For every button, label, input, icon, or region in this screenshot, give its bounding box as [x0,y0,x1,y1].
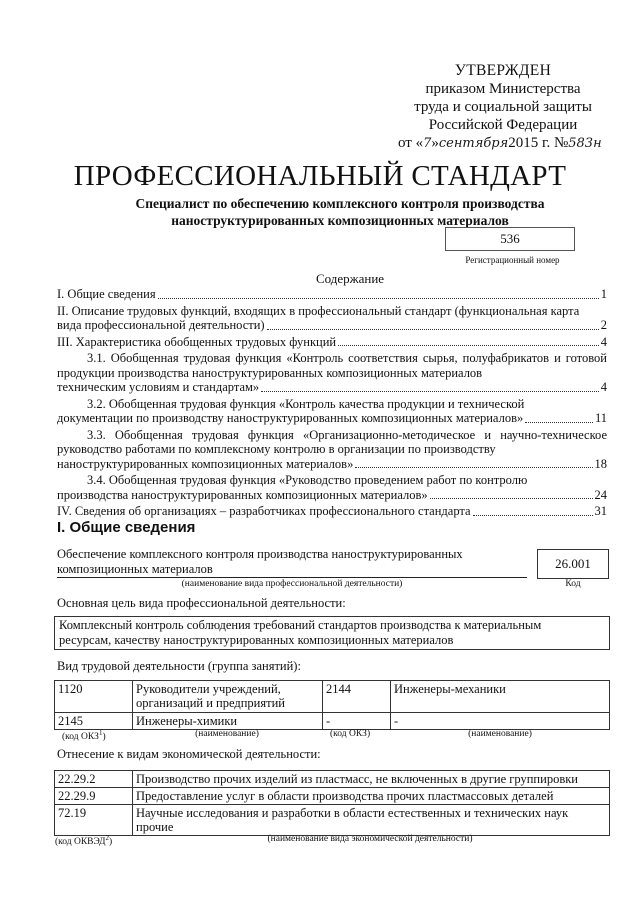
table-row [55,713,610,730]
registration-number-box: 536 [445,227,575,251]
approval-block [398,62,608,153]
okz-code-caption: (код ОКЗ$^1$) [62,729,106,743]
activity-name-caption: (наименование вида профессиональной деятельности) [181,579,403,589]
toc-title: Содержание [315,271,385,286]
code-caption: Код [565,579,581,589]
okz-code: 2145 [55,713,133,730]
toc-item[interactable]: 3.1. Обобщенная трудовая функция «Контроль соответствия сырья, полуфабрикатов и готовой продукции производства наноструктурированных композиционных материалов техническим условиям и стандартам» 4 [57,351,607,394]
document-subtitle: Специалист по обеспечению комплексного контроля производства наноструктурированных композиционных материалов [135,196,545,228]
okz-name: Инженеры-химики [133,713,323,730]
toc-item[interactable]: I. Общие сведения 1 [57,287,607,301]
okved-name-caption: (наименование вида экономической деятельности) [267,834,473,844]
okz-code: 2144 [323,681,391,713]
okz-name-caption: (наименование) [468,729,532,739]
table-row [55,681,610,713]
okved-name: Научные исследования и разработки в области естественных и технических наук прочие [133,805,610,836]
table-row [55,788,610,805]
goal-label: Основная цель вида профессиональной деятельности: [57,596,346,610]
approval-line: Российской Федерации [428,117,578,133]
okved-code-caption: (код ОКВЭД$^2$) [55,834,113,848]
okz-code: - [323,713,391,730]
okved-code: 22.29.2 [55,771,133,788]
toc-item[interactable]: II. Описание трудовых функций, входящих в профессиональный стандарт (функциональная карта вида профессиональной деятельности) 2 [57,303,607,332]
toc-item[interactable]: 3.4. Обобщенная трудовая функция «Руководство проведением работ по контролю производства наноструктурированных композиционных материалов» 24 [57,473,607,502]
okz-table [54,680,610,730]
okz-name: - [391,713,610,730]
handwritten-number: 583н [568,136,602,151]
okved-label: Отнесение к видам экономической деятельности: [57,747,321,761]
okved-code: 72.19 [55,805,133,836]
okved-name: Предоставление услуг в области производства прочих пластмассовых деталей [133,788,610,805]
okved-table [54,770,610,836]
toc-item[interactable]: IV. Сведения об организациях – разработчиках профессионального стандарта 31 [57,504,607,518]
handwritten-month: сентября [438,136,509,151]
okved-code: 22.29.9 [55,788,133,805]
okz-name-caption: (наименование) [195,729,259,739]
activity-code-box: 26.001 [537,549,609,579]
table-row [55,805,610,836]
toc-item[interactable]: 3.3. Обобщенная трудовая функция «Организационно-методическое и научно-техническое руководство работами по комплексному контролю в организации по производству наноструктурированных композиционных материалов» 18 [57,427,607,471]
table-row [55,771,610,788]
approval-line: труда и социальной защиты [414,99,592,115]
approval-heading: УТВЕРЖДЕН [454,62,552,79]
handwritten-day: 7 [423,136,432,151]
approval-line: приказом Министерства [425,81,581,97]
goal-box: Комплексный контроль соблюдения требований стандартов производства к материальным ресурсам, качеству наноструктурированных композиционных материалов [54,616,610,650]
approval-date: от «7»сентября2015 г. №583н [398,135,602,151]
okz-code: 1120 [55,681,133,713]
okz-code-caption: (код ОКЗ) [330,729,371,739]
okz-name: Инженеры-механики [391,681,610,713]
table-of-contents [57,287,607,521]
okz-name: Руководители учреждений, организаций и предприятий [133,681,323,713]
okved-name: Производство прочих изделий из пластмасс, не включенных в другие группировки [133,771,610,788]
activity-name: Обеспечение комплексного контроля производства наноструктурированных композиционных материалов [57,547,527,578]
section-heading: I. Общие сведения [57,519,196,536]
occupation-label: Вид трудовой деятельности (группа занятий): [57,659,301,673]
registration-number-label: Регистрационный номер [465,255,560,265]
document-title: ПРОФЕССИОНАЛЬНЫЙ СТАНДАРТ [73,160,567,192]
toc-item[interactable]: 3.2. Обобщенная трудовая функция «Контроль качества продукции и технической документации по производству наноструктурированных композиционных материалов» 11 [57,396,607,425]
toc-item[interactable]: III. Характеристика обобщенных трудовых функций 4 [57,334,607,349]
